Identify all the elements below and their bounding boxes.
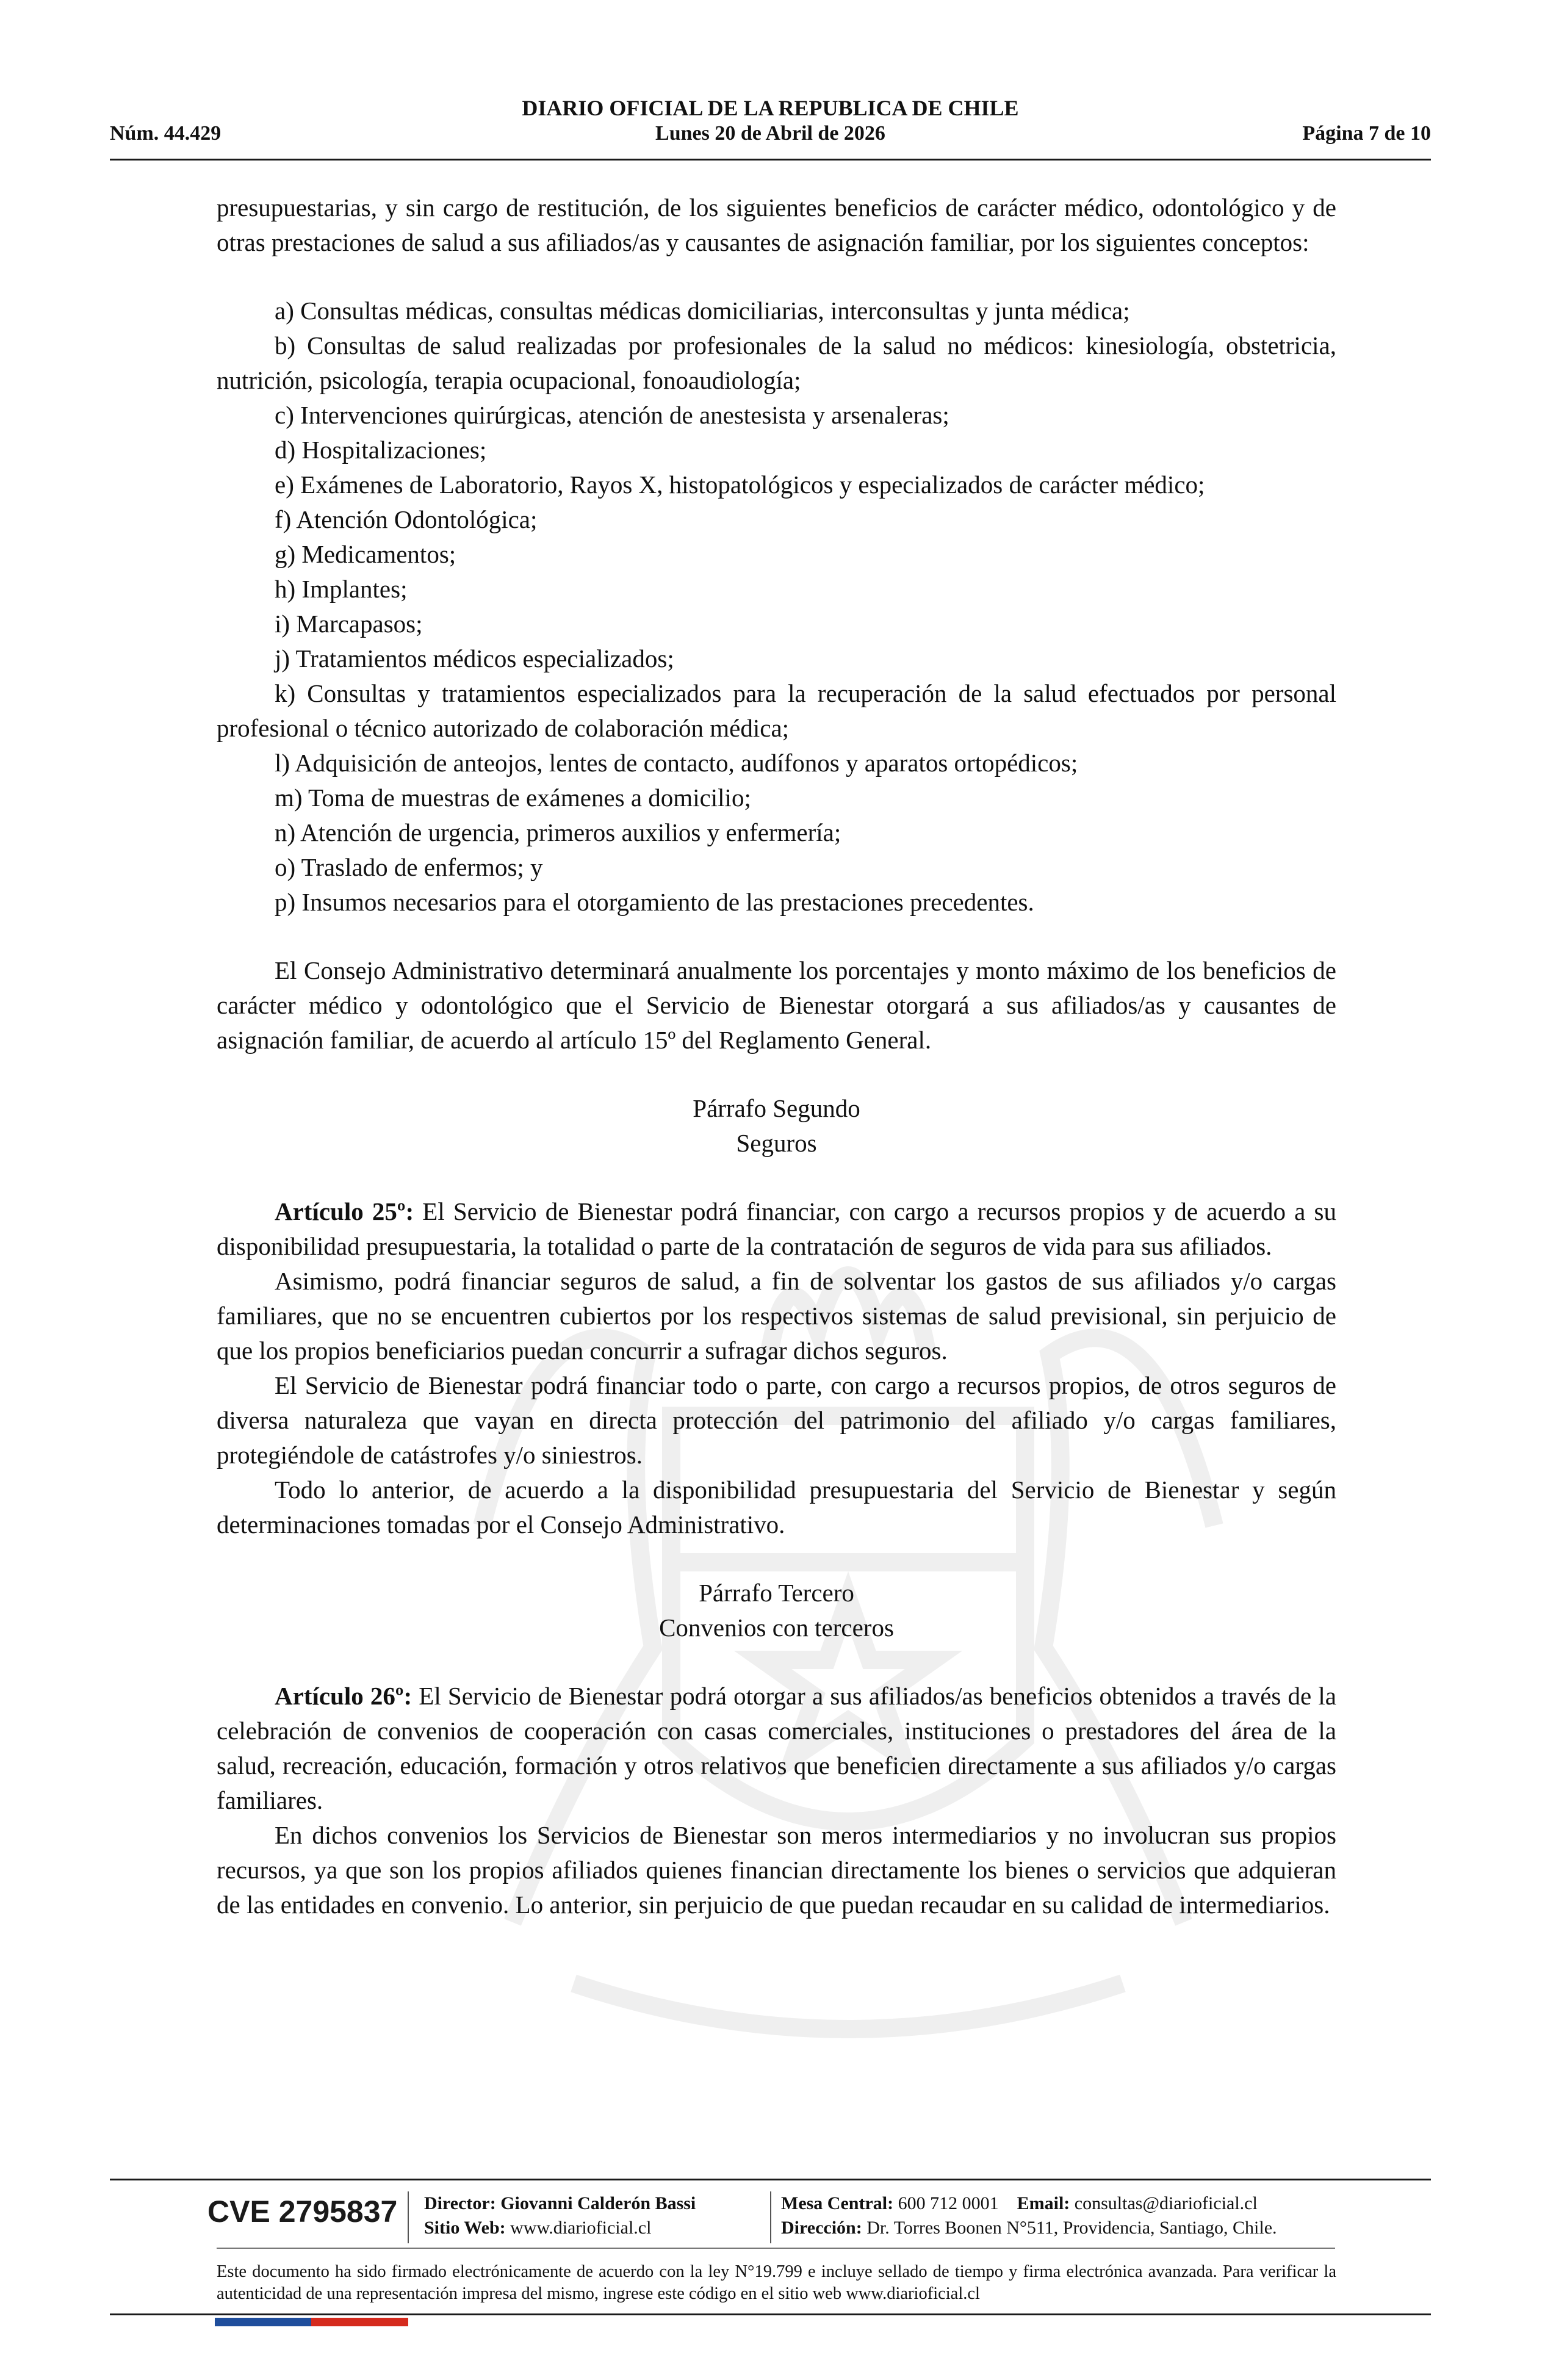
mesa-value: 600 712 0001 xyxy=(898,2193,999,2213)
issue-number: Núm. 44.429 xyxy=(110,122,222,145)
article-text: El Servicio de Bienestar podrá otorgar a sus afiliados/as beneficios obtenidos a través de la celebración de convenios de cooperación con casas comerciales, instituciones o prestadores del área de la salud, recreación, educación, formación y otros relativos que beneficien directamente a sus afiliados y/o cargas familiares. xyxy=(217,1682,1336,1814)
footer-divider xyxy=(110,2313,1431,2315)
document-body xyxy=(217,190,1336,1922)
section-heading: Párrafo Segundo xyxy=(693,1094,860,1122)
website-label: Sitio Web: xyxy=(424,2218,506,2238)
list-item-m: m) Toma de muestras de exámenes a domicilio; xyxy=(275,784,751,812)
cve-code: CVE 2795837 xyxy=(207,2194,398,2229)
list-item-a: a) Consultas médicas, consultas médicas domiciliarias, interconsultas y junta médica; xyxy=(275,297,1130,325)
page-footer xyxy=(110,2179,1431,2315)
list-item-l: l) Adquisición de anteojos, lentes de contacto, audífonos y aparatos ortopédicos; xyxy=(275,749,1078,777)
website-line xyxy=(424,2216,696,2240)
page-header xyxy=(110,92,1431,160)
list-item-g: g) Medicamentos; xyxy=(275,540,456,568)
flag-red-segment xyxy=(311,2318,408,2326)
article-25-paragraph-2: Asimismo, podrá financiar seguros de salud, a fin de solventar los gastos de sus afiliados y/o cargas familiares, que no se encuentren cubiertos por los respectivos sistemas de salud previsional, sin perjuicio de que los propios beneficiarios puedan concurrir a sufragar dichos seguros. xyxy=(217,1267,1336,1365)
email-label: Email: xyxy=(1017,2193,1070,2213)
address-label: Dirección: xyxy=(781,2218,862,2238)
article-label: Artículo 25º: xyxy=(275,1197,414,1225)
list-item-d: d) Hospitalizaciones; xyxy=(275,436,487,464)
footer-contact-info xyxy=(781,2191,1277,2240)
list-item-j: j) Tratamientos médicos especializados; xyxy=(275,644,674,673)
list-item-i: i) Marcapasos; xyxy=(275,610,423,638)
list-item-b: b) Consultas de salud realizadas por profesionales de la salud no médicos: kinesiología, obstetricia, nutrición, psicología, terapia ocupacional, fonoaudiología; xyxy=(217,331,1336,394)
list-item-c: c) Intervenciones quirúrgicas, atención de anestesista y arsenaleras; xyxy=(275,401,949,429)
list-item-e: e) Exámenes de Laboratorio, Rayos X, histopatológicos y especializados de carácter médico; xyxy=(275,471,1205,499)
director-label: Director: xyxy=(424,2193,496,2213)
intro-paragraph: presupuestarias, y sin cargo de restitución, de los siguientes beneficios de carácter médico, odontológico y de otras prestaciones de salud a sus afiliados/as y causantes de asignación familiar, por los siguientes conceptos: xyxy=(217,193,1336,256)
article-26-paragraph-2: En dichos convenios los Servicios de Bienestar son meros intermediarios y no involucran sus propios recursos, ya que son los propios afiliados quienes financian directamente los bienes o servicios que adquieran de las entidades en convenio. Lo anterior, sin perjuicio de que puedan recaudar en su calidad de intermediarios. xyxy=(217,1821,1336,1919)
list-item-n: n) Atención de urgencia, primeros auxilios y enfermería; xyxy=(275,818,841,846)
list-item-o: o) Traslado de enfermos; y xyxy=(275,853,543,881)
list-item-k: k) Consultas y tratamientos especializados para la recuperación de la salud efectuados por personal profesional o técnico autorizado de colaboración médica; xyxy=(217,679,1336,742)
section-subheading: Convenios con terceros xyxy=(659,1614,894,1642)
mesa-label: Mesa Central: xyxy=(781,2193,894,2213)
article-text: El Servicio de Bienestar podrá financiar, con cargo a recursos propios y de acuerdo a su disponibilidad presupuestaria, la totalidad o parte de la contratación de seguros de vida para sus afiliados. xyxy=(217,1197,1336,1260)
address-value: Dr. Torres Boonen N°511, Providencia, Santiago, Chile. xyxy=(866,2218,1277,2238)
issue-date: Lunes 20 de Abril de 2026 xyxy=(655,122,885,145)
footer-publisher-info xyxy=(424,2191,696,2240)
contact-line xyxy=(781,2191,1277,2216)
flag-stripe-icon xyxy=(215,2318,408,2326)
footer-column-divider xyxy=(408,2191,409,2243)
director-value: Giovanni Calderón Bassi xyxy=(500,2193,696,2213)
flag-blue-segment xyxy=(215,2318,311,2326)
list-item-f: f) Atención Odontológica; xyxy=(275,505,538,533)
legal-notice: Este documento ha sido firmado electrónicamente de acuerdo con la ley N°19.799 e incluye sellado de tiempo y firma electrónica avanzada. Para verificar la autenticidad de una representación impresa del mismo, ingrese este código en el sitio web www.diarioficial.cl xyxy=(217,2262,1336,2303)
email-link[interactable]: consultas@diarioficial.cl xyxy=(1074,2193,1258,2213)
article-25-paragraph-4: Todo lo anterior, de acuerdo a la disponibilidad presupuestaria del Servicio de Bienestar y según determinaciones tomadas por el Consejo Administrativo. xyxy=(217,1476,1336,1538)
section-subheading: Seguros xyxy=(736,1129,817,1157)
footer-column-divider xyxy=(770,2191,771,2243)
article-25-paragraph-3: El Servicio de Bienestar podrá financiar todo o parte, con cargo a recursos propios, de otros seguros de diversa naturaleza que vayan en directa protección del patrimonio del afiliado y/o cargas familiares, protegiéndole de catástrofes y/o siniestros. xyxy=(217,1371,1336,1469)
page-number: Página 7 de 10 xyxy=(1302,122,1431,145)
article-label: Artículo 26º: xyxy=(275,1682,412,1710)
address-line xyxy=(781,2216,1277,2240)
list-item-h: h) Implantes; xyxy=(275,575,408,603)
article-26-paragraph xyxy=(217,1679,1336,1818)
newspaper-title: DIARIO OFICIAL DE LA REPUBLICA DE CHILE xyxy=(522,96,1019,120)
list-item-p: p) Insumos necesarios para el otorgamiento de las prestaciones precedentes. xyxy=(275,888,1034,916)
article-25-paragraph xyxy=(217,1194,1336,1264)
website-link[interactable]: www.diarioficial.cl xyxy=(510,2218,652,2238)
section-heading: Párrafo Tercero xyxy=(699,1579,854,1607)
consejo-paragraph: El Consejo Administrativo determinará anualmente los porcentajes y monto máximo de los beneficios de carácter médico y odontológico que el Servicio de Bienestar otorgará a sus afiliados/as y causantes de asignación familiar, de acuerdo al artículo 15º del Reglamento General. xyxy=(217,956,1336,1054)
director-line xyxy=(424,2191,696,2216)
footer-info-row xyxy=(110,2180,1431,2248)
